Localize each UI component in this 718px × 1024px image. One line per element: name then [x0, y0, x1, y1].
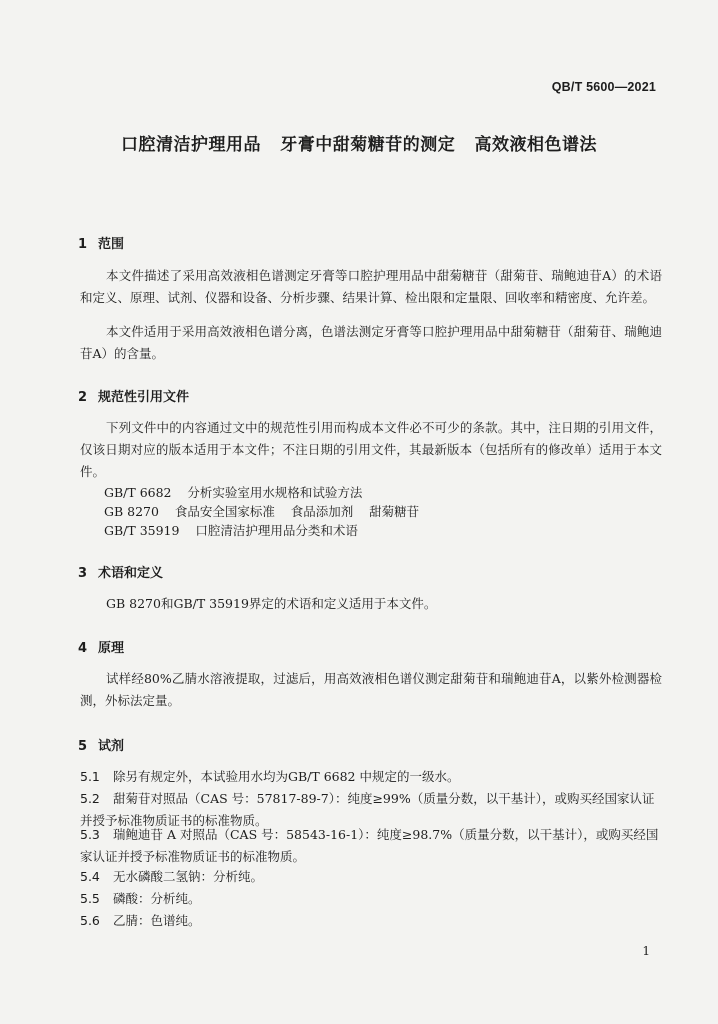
item-number: 5.5 — [80, 891, 100, 906]
section-number: 1 — [78, 237, 88, 252]
item-number: 5.6 — [80, 913, 100, 928]
normative-paragraph: 下列文件中的内容通过文中的规范性引用而构成本文件必不可少的条款。其中，注日期的引用文件，仅该日期对应的版本适用于本文件；不注日期的引用文件，其最新版本（包括所有的修改单）适用于本文件。 — [80, 420, 662, 479]
section-title: 规范性引用文件 — [98, 390, 190, 405]
reagent-item — [80, 910, 662, 932]
section-title: 试剂 — [98, 739, 125, 754]
item-text: 甜菊苷对照品（CAS 号：57817-89-7）：纯度≥99%（质量分数，以干基计），或购买经国家认证并授予标准物质证书的标准物质。 — [80, 791, 655, 828]
section-heading-scope — [78, 233, 124, 252]
reference-item: GB 8270 食品安全国家标准 食品添加剂 甜菊糖苷 — [104, 504, 420, 519]
item-number: 5.3 — [80, 827, 100, 842]
reagent-item — [80, 766, 662, 788]
reagent-item — [80, 866, 662, 888]
section-heading-principle — [78, 637, 124, 656]
item-number: 5.2 — [80, 791, 100, 806]
item-text: 除另有规定外，本试验用水均为GB/T 6682 中规定的一级水。 — [113, 769, 460, 784]
section-title: 原理 — [98, 641, 125, 656]
item-text: 乙腈：色谱纯。 — [113, 913, 201, 928]
document-title: 口腔清洁护理用品 牙膏中甜菊糖苷的测定 高效液相色谱法 — [120, 135, 597, 155]
section-title: 范围 — [98, 237, 125, 252]
reference-item: GB/T 35919 口腔清洁护理用品分类和术语 — [104, 523, 358, 538]
section-title: 术语和定义 — [98, 566, 164, 581]
section-heading-normative — [78, 386, 189, 405]
reagent-item — [80, 888, 662, 910]
reagent-item — [80, 824, 662, 868]
item-number: 5.4 — [80, 869, 100, 884]
section-number: 3 — [78, 566, 88, 581]
section-heading-reagents — [78, 735, 124, 754]
section-number: 4 — [78, 641, 88, 656]
reference-item: GB/T 6682 分析实验室用水规格和试验方法 — [104, 485, 363, 500]
item-text: 瑞鲍迪苷 A 对照品（CAS 号：58543-16-1）：纯度≥98.7%（质量分数，以干基计），或购买经国家认证并授予标准物质证书的标准物质。 — [80, 827, 659, 864]
item-number: 5.1 — [80, 769, 100, 784]
item-text: 磷酸：分析纯。 — [113, 891, 201, 906]
scope-paragraph-2: 本文件适用于采用高效液相色谱分离，色谱法测定牙膏等口腔护理用品中甜菊糖苷（甜菊苷、瑞鲍迪苷A）的含量。 — [80, 324, 662, 361]
section-number: 2 — [78, 390, 88, 405]
terms-paragraph: GB 8270和GB/T 35919界定的术语和定义适用于本文件。 — [106, 596, 437, 611]
principle-paragraph: 试样经80%乙腈水溶液提取，过滤后，用高效液相色谱仪测定甜菊苷和瑞鲍迪苷A，以紫外检测器检测，外标法定量。 — [80, 671, 662, 708]
item-text: 无水磷酸二氢钠：分析纯。 — [113, 869, 264, 884]
section-heading-terms — [78, 562, 163, 581]
standard-code: QB/T 5600—2021 — [551, 80, 656, 94]
scope-paragraph-1: 本文件描述了采用高效液相色谱测定牙膏等口腔护理用品中甜菊糖苷（甜菊苷、瑞鲍迪苷A）的术语和定义、原理、试剂、仪器和设备、分析步骤、结果计算、检出限和定量限、回收率和精密度、允许差。 — [80, 268, 662, 305]
section-number: 5 — [78, 739, 88, 754]
page-number: 1 — [642, 944, 650, 958]
